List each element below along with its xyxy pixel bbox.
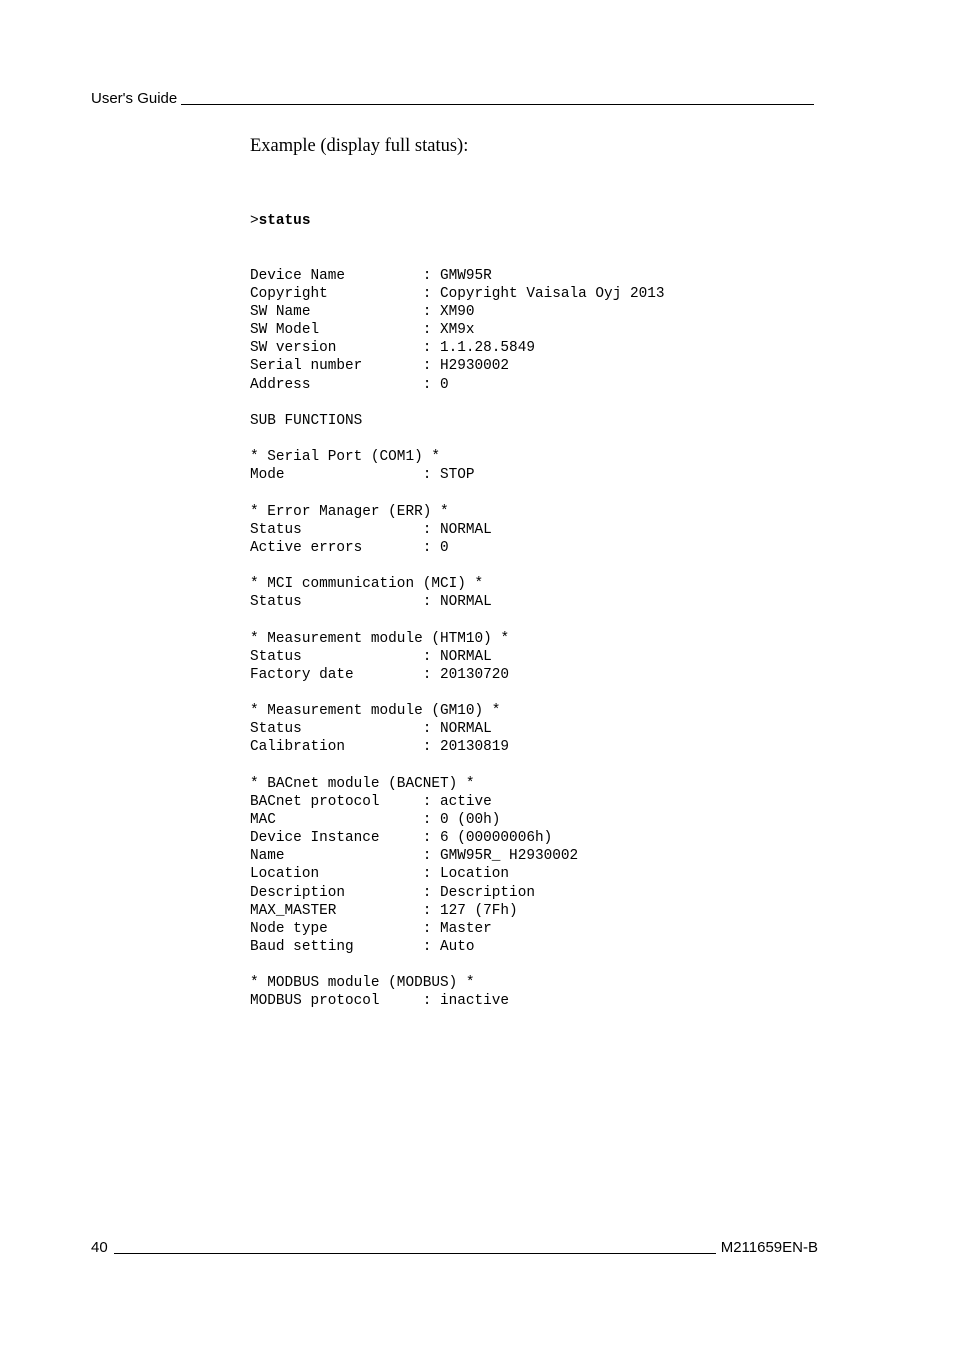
status-field-row — [250, 884, 665, 902]
status-field-row — [250, 847, 665, 865]
status-field-value: : Description — [422, 884, 535, 901]
status-field-row — [250, 738, 665, 756]
status-field-key: Device Name — [250, 267, 345, 284]
section-heading: * MCI communication (MCI) * — [250, 576, 484, 593]
section-heading: SUB FUNCTIONS — [250, 412, 363, 429]
section-heading: * Serial Port (COM1) * — [250, 449, 440, 466]
status-field-row — [250, 920, 665, 938]
footer-rule — [114, 1253, 716, 1254]
status-field-key: Factory date — [250, 666, 354, 683]
status-field-key: Calibration — [250, 739, 345, 756]
blank-line — [250, 956, 665, 974]
status-field-row — [250, 666, 665, 684]
status-field-value: : NORMAL — [422, 521, 492, 538]
status-field-row — [250, 539, 665, 557]
status-field-row — [250, 357, 665, 375]
status-field-key: Node type — [250, 920, 328, 937]
status-field-row — [250, 829, 665, 847]
section-heading: * MODBUS module (MODBUS) * — [250, 975, 475, 992]
status-field-key: Device Instance — [250, 830, 380, 847]
status-field-row — [250, 303, 665, 321]
status-field-row — [250, 593, 665, 611]
status-field-key: Address — [250, 376, 311, 393]
status-field-key: MAC — [250, 811, 276, 828]
status-field-value: : H2930002 — [422, 358, 510, 375]
status-field-row — [250, 648, 665, 666]
status-field-key: SW version — [250, 340, 337, 357]
status-field-key: SW Model — [250, 322, 320, 339]
status-field-row — [250, 466, 665, 484]
status-field-value: : active — [422, 793, 492, 810]
status-field-value: : inactive — [422, 993, 510, 1010]
prompt-symbol: > — [250, 213, 259, 230]
status-field-key: Status — [250, 721, 302, 738]
status-field-row — [250, 376, 665, 394]
status-field-value: : 127 (7Fh) — [422, 902, 518, 919]
status-field-value: : GMW95R_ H2930002 — [422, 848, 579, 865]
status-field-key: Status — [250, 521, 302, 538]
status-field-key: Mode — [250, 467, 285, 484]
status-field-row — [250, 811, 665, 829]
status-field-row — [250, 720, 665, 738]
status-field-row — [250, 339, 665, 357]
status-field-row — [250, 267, 665, 285]
blank-line — [250, 557, 665, 575]
status-field-key: Status — [250, 648, 302, 665]
status-field-key: Status — [250, 594, 302, 611]
terminal-output — [250, 176, 665, 1029]
blank-line — [250, 757, 665, 775]
status-lines — [250, 267, 665, 1011]
status-field-value: : 20130720 — [422, 666, 510, 683]
blank-line — [250, 394, 665, 412]
blank-line — [250, 611, 665, 629]
page-number: 40 — [91, 1239, 108, 1256]
status-field-key: MAX_MASTER — [250, 902, 337, 919]
status-field-value: : Copyright Vaisala Oyj 2013 — [422, 285, 665, 302]
blank-line — [250, 484, 665, 502]
status-field-value: : Master — [422, 920, 492, 937]
status-field-key: Location — [250, 866, 320, 883]
section-heading: * Measurement module (GM10) * — [250, 703, 501, 720]
status-field-value: : NORMAL — [422, 594, 492, 611]
status-field-key: Baud setting — [250, 938, 354, 955]
status-field-value: : 0 — [422, 539, 449, 556]
page-footer — [91, 1239, 818, 1257]
status-field-value: : 6 (00000006h) — [422, 830, 553, 847]
status-field-key: Description — [250, 884, 345, 901]
status-field-key: BACnet protocol — [250, 793, 380, 810]
status-field-row — [250, 865, 665, 883]
status-field-value: : NORMAL — [422, 721, 492, 738]
status-field-value: : 20130819 — [422, 739, 510, 756]
section-heading: * Error Manager (ERR) * — [250, 503, 449, 520]
status-field-key: Active errors — [250, 539, 363, 556]
header-rule — [181, 104, 814, 105]
status-field-value: : GMW95R — [422, 267, 492, 284]
status-field-row — [250, 521, 665, 539]
section-heading: * Measurement module (HTM10) * — [250, 630, 510, 647]
status-field-row — [250, 938, 665, 956]
status-field-value: : XM9x — [422, 322, 475, 339]
command-text: status — [258, 213, 311, 230]
status-field-row — [250, 793, 665, 811]
status-field-value: : 0 — [422, 376, 449, 393]
status-field-row — [250, 285, 665, 303]
status-field-row — [250, 321, 665, 339]
status-field-value: : 0 (00h) — [422, 811, 501, 828]
status-field-value: : 1.1.28.5849 — [422, 340, 535, 357]
blank-line — [250, 430, 665, 448]
status-field-row — [250, 902, 665, 920]
status-field-key: Copyright — [250, 285, 328, 302]
example-intro: Example (display full status): — [250, 136, 469, 156]
status-field-key: Serial number — [250, 358, 363, 375]
status-field-key: SW Name — [250, 304, 311, 321]
status-field-key: Name — [250, 848, 285, 865]
blank-line — [250, 684, 665, 702]
status-field-key: MODBUS protocol — [250, 993, 380, 1010]
document-code: M211659EN-B — [720, 1239, 818, 1256]
status-field-value: : Auto — [422, 938, 475, 955]
header-title: User's Guide — [91, 90, 178, 107]
status-field-value: : Location — [422, 866, 510, 883]
section-heading: * BACnet module (BACNET) * — [250, 775, 475, 792]
status-field-value: : NORMAL — [422, 648, 492, 665]
page-header — [91, 90, 814, 108]
command-line — [250, 212, 665, 230]
status-field-value: : STOP — [422, 467, 475, 484]
status-field-value: : XM90 — [422, 304, 475, 321]
status-field-row — [250, 992, 665, 1010]
